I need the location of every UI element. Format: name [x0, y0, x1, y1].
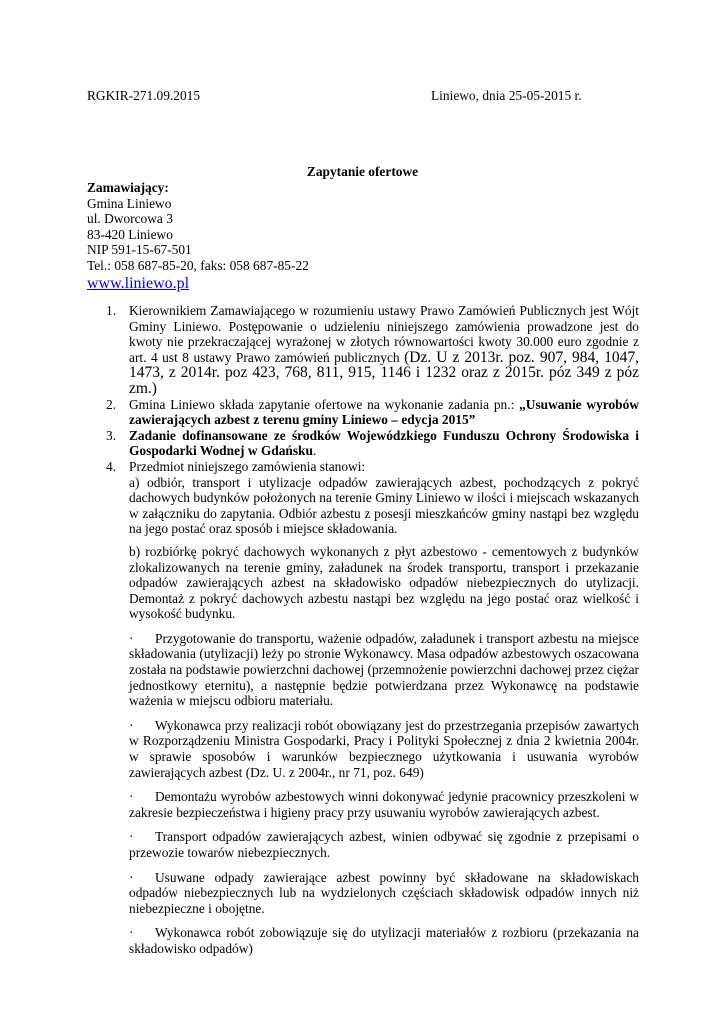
- buyer-website-link[interactable]: www.liniewo.pl: [87, 274, 190, 292]
- buyer-postal: 83-420 Liniewo: [87, 226, 173, 242]
- bullet-text: Wykonawca przy realizacji robót obowiązany jest do przestrzegania przepisów zawartych w Rozporządzeniu Ministra Gospodarki, Pracy i Polityki Społecznej z dnia 2 kwietnia 2004r. w sprawie sposobów i warunków bezpiecznego użytkowania i usuwania wyrobów zawierających azbest (Dz. U. z 2004r., nr 71, poz. 649): [129, 717, 639, 780]
- buyer-block: [87, 180, 309, 294]
- list-number: 3.: [106, 427, 117, 443]
- list-item-2: [87, 397, 639, 428]
- bullet-text: Przygotowanie do transportu, ważenie odpadów, załadunek i transport azbestu na miejsce składowania (utylizacji) leży po stronie Wykonawcy. Masa odpadów azbestowych oszacowana została na podstawie powierzchni dachowej (przemnożenie powierzchni dachowej przez ciężar jednostkowy eternitu), a następnie będzie potwierdzana przez Wykonawcę na podstawie ważenia w miejscu odbioru materiału.: [129, 630, 639, 709]
- bullet-item: [129, 870, 639, 917]
- bullet-text: Transport odpadów zawierających azbest, winien odbywać się zgodnie z przepisami o przewozie towarów niebezpiecznych.: [129, 829, 639, 860]
- bullet-text: Wykonawca robót zobowiązuje się do utylizacji materiałów z rozbioru (przekazania na składowisko odpadów): [129, 925, 639, 956]
- bullet-mark: ·: [129, 630, 134, 646]
- item-text: Gmina Liniewo składa zapytanie ofertowe na wykonanie zadania pn.:: [129, 396, 520, 412]
- list-item-1: [87, 303, 639, 397]
- bullet-item: [129, 829, 639, 860]
- item-text: Zadanie dofinansowane ze środków Wojewódzkiego Funduszu Ochrony Środowiska i Gospodarki Wodnej w Gdańsku: [129, 427, 639, 459]
- buyer-name: Gmina Liniewo: [87, 195, 172, 211]
- numbered-list: [87, 303, 639, 957]
- bullet-mark: ·: [129, 869, 134, 885]
- document-title: Zapytanie ofertowe: [306, 164, 419, 179]
- bullet-text: Demontażu wyrobów azbestowych winni dokonywać jedynie pracownicy przeszkoleni w zakresie bezpieczeństwa i higieny pracy przy usuwaniu wyrobów zawierających azbest.: [129, 789, 639, 820]
- buyer-phone: Tel.: 058 687-85-20, faks: 058 687-85-22: [87, 257, 309, 273]
- bullet-mark: ·: [129, 925, 134, 941]
- item-task-name: „Usuwanie wyrobów zawierających azbest z terenu gminy Liniewo – edycja 2015”: [129, 396, 639, 428]
- item-text-end: .: [312, 443, 317, 459]
- buyer-nip: NIP 591-15-67-501: [87, 242, 192, 258]
- bullet-mark: ·: [129, 829, 134, 845]
- bullet-item: [129, 925, 639, 956]
- bullet-item: [129, 789, 639, 820]
- list-item-4: [87, 459, 639, 957]
- bullet-mark: ·: [129, 717, 134, 733]
- bullet-text: Usuwane odpady zawierające azbest powinny być składowane na składowiskach odpadów niebezpiecznych lub na wydzielonych częściach składowisk odpadów innych niż niebezpieczne i obojętne.: [129, 869, 639, 916]
- item-text-legal-ref: (Dz. U z 2013r. poz. 907, 984, 1047, 1473, z 2014r. poz 423, 768, 811, 915, 1146 i 1232 oraz z 2015r. póz 349 z póz zm.): [129, 348, 640, 397]
- buyer-label: Zamawiający:: [87, 180, 169, 195]
- subitem-b: b) rozbiórkę pokryć dachowych wykonanych z płyt azbestowo - cementowych z budynków zlokalizowanych na terenie gminy, załadunek na środek transportu, transport i przekazanie odpadów zawierających azbest na składowisko odpadów niebezpiecznych do utylizacji. Demontaż z pokryć dachowych azbestu nastąpi bez względu na jego postać oraz wielkość i wysokość budynku.: [129, 543, 639, 622]
- bullet-item: [129, 631, 639, 709]
- list-item-3: [87, 428, 639, 459]
- list-number: 1.: [106, 303, 117, 318]
- subitem-a: a) odbiór, transport i utylizacje odpadów zawierających azbest, pochodzących z pokryć dachowych budynków położonych na terenie Gminy Liniewo w ilości i miejscach wskazanych w załączniku do zapytania. Odbiór azbestu z posesji mieszkańców gminy nastąpi bez względu na jego postać oraz sposób i miejsce składowania.: [129, 474, 639, 537]
- item-text: Kierownikiem Zamawiającego w rozumieniu ustawy Prawo Zamówień Publicznych jest Wójt Gminy Liniewo. Postępowanie o udzieleniu niniejszego zamówienia prowadzone jest do kwoty nie przekraczającej wyrażonej w złotych równowartości kwoty 30.000 euro zgodnie z art. 4 ust 8 ustawy Prawo zamówień publicznych: [129, 303, 639, 365]
- bullet-item: [129, 718, 639, 780]
- list-number: 4.: [106, 458, 117, 474]
- buyer-street: ul. Dworcowa 3: [87, 211, 173, 227]
- reference-number: RGKIR-271.09.2015: [87, 88, 201, 103]
- document-date: Liniewo, dnia 25-05-2015 r.: [431, 88, 582, 103]
- bullet-mark: ·: [129, 789, 134, 805]
- item-text: Przedmiot niniejszego zamówienia stanowi:: [129, 458, 366, 474]
- list-number: 2.: [106, 396, 117, 412]
